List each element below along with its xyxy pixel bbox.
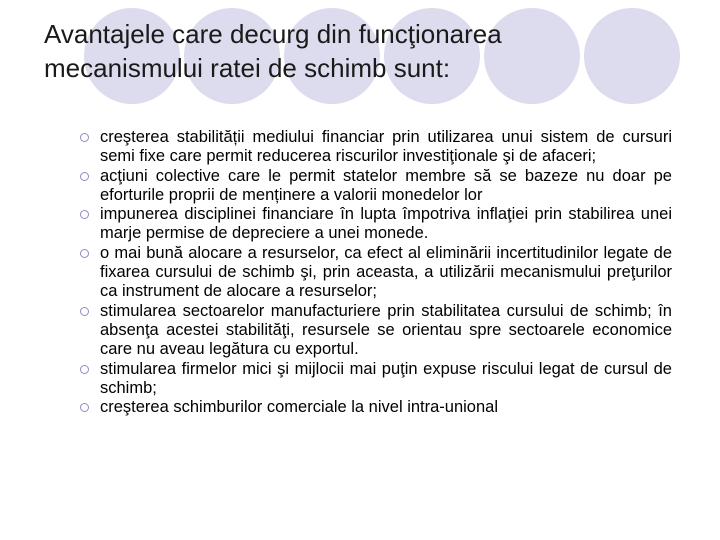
hollow-circle-icon (80, 249, 89, 258)
list-item (76, 302, 672, 360)
hollow-circle-icon (80, 403, 89, 412)
hollow-circle-icon (80, 365, 89, 374)
list-item (76, 398, 672, 417)
list-item (76, 244, 672, 302)
list-item-text: acţiuni colective care le permit statelor membre să se bazeze nu doar pe eforturile proprii de menținere a valorii monedelor lor (100, 166, 672, 204)
list-item (76, 205, 672, 244)
list-item (76, 360, 672, 399)
list-item-text: creşterea stabilității mediului financiar prin utilizarea unui sistem de cursuri semi fixe care permit reducerea riscurilor investiţionale şi de afaceri; (100, 128, 672, 166)
advantages-list (76, 128, 672, 417)
list-item (76, 128, 672, 167)
list-item (76, 167, 672, 206)
slide-title (44, 17, 664, 85)
list-item-text: creşterea schimburilor comerciale la nivel intra-unional (100, 398, 498, 417)
hollow-circle-icon (80, 133, 89, 142)
slide-title-line-2: mecanismului ratei de schimb sunt: (44, 53, 451, 83)
hollow-circle-icon (80, 172, 89, 181)
list-item-text: stimularea sectoarelor manufacturiere prin stabilitatea cursului de schimb; în absenţa acestei stabilităţi, resursele se orientau spre sectoarele economice care nu aveau legătura cu exportul. (100, 301, 672, 359)
list-item-text: o mai bună alocare a resurselor, ca efect al eliminării incertitudinilor legate de fixarea cursului de schimb şi, prin aceasta, a utilizării mecanismului preţurilor ca instrument de alocare a resurselor; (100, 243, 672, 301)
slide-title-line-1: Avantajele care decurg din funcţionarea (44, 19, 502, 49)
hollow-circle-icon (80, 210, 89, 219)
hollow-circle-icon (80, 307, 89, 316)
list-item-text: stimularea firmelor mici şi mijlocii mai puţin expuse riscului legat de cursul de schimb; (100, 359, 672, 397)
list-item-text: impunerea disciplinei financiare în lupta împotriva inflaţiei prin stabilirea unei marje permise de depreciere a unei monede. (100, 205, 672, 243)
